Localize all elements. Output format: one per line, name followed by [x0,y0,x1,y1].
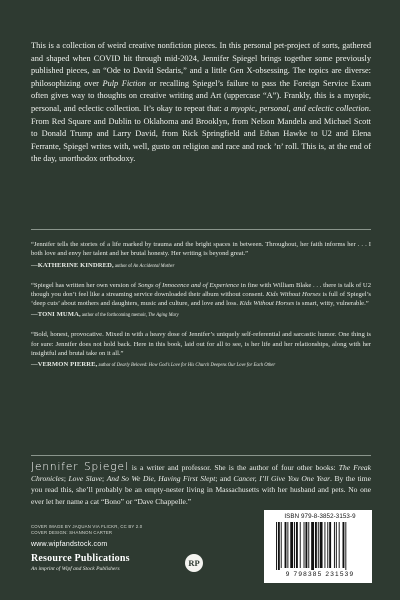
endorsement [31,240,371,271]
author-bio [31,462,371,507]
endorser-book-title: The Aging Mary [148,313,179,319]
publisher-name: Resource Publications [31,553,130,564]
bio-separator: ; and [215,474,234,484]
endorser-desc [81,313,179,318]
blurb-text: or recalling Spiegel’s failure to pass the Foreign Service Exam often gives way to thoughts on creative writing and Art (uppercase “A”). Frankly, this is a myopic, personal, and eclectic collection. It’s okay to repeat that: [31,78,371,113]
endorser-name: —KATHERINE KINDRED, [31,261,114,269]
author-name: Jennifer Spiegel [31,461,129,473]
endorsement-attribution [31,261,371,271]
endorsement-text: “Bold, honest, provocative. Mixed in with a heavy dose of Jennifer’s uniquely self-referential and sarcastic humor. One thing is for sure: Jennifer does not hold back. Here in this book, laid out for all to see, is her life and her relationships, along with her insightful and brutal take on it all.” [31,331,371,358]
book-title: Love Slave [68,474,103,484]
endorsement-part: “Spiegel has written her own version of [31,281,138,289]
endorsement [31,330,371,370]
publisher-website: www.wipfandstock.com [31,541,108,548]
endorsement-text [31,281,371,309]
cover-image-credit: COVER IMAGE BY JAQUAN VIA FLICKR, CC BY 2.0 [31,524,143,529]
endorsement-title: Kids Without Horses [239,300,295,308]
endorser-book-title: Dearly Beloved: How God’s Love for His Church Deepens Our Love for Each Other [116,363,276,369]
book-title: And So We Die, Having First Slept [106,474,216,484]
endorser-name: —VERMON PIERRE, [31,361,98,369]
bio-separator: ; [102,474,107,484]
endorser-desc-text: author of the forthcoming memoir, [80,313,149,319]
endorsement-attribution [31,360,371,370]
publisher-imprint [31,566,120,572]
endorsement-attribution [31,310,371,320]
isbn-barcode [264,510,372,583]
endorser-desc-text: author of [97,363,117,369]
endorsement-part: is full of Spiegel’s ‘deep cuts’ about mothers and daughters, music and culture, and love and loss. [31,290,371,308]
endorsement-text: “Jennifer tells the stories of a life marked by trauma and the bright spaces in between. Throughout, her faith informs her . . . I both love and envy her talent and her brutal honesty. Her writing is beyond great.” [31,241,371,258]
book-title: The Freak Chronicles [31,463,371,484]
blurb-text: . From Red Square and Dublin to Oklahoma and Brooklyn, from Nelson Mandela and Michael Scott to Donald Trump and Larry David, from Rick Springfield and Ethan Hawke to U2 and Elena Ferrante, Spiegel writes with, well, gusto on religion and race and rock ’n’ roll. This is, at the end of the day, unorthodox orthodoxy. [31,103,371,164]
publisher-block [31,553,211,583]
book-title: Cancer, I’ll Give You One Year [233,474,331,484]
cover-design-credit: COVER DESIGN: SHANNON CARTER [31,530,113,535]
bio-text: . By the time you read this, she’ll probably be an empty-nester living in Massachusetts with her husband and pets. No one ever let her name a cat “Bono” or “Dave Chappelle.” [31,474,371,506]
barcode-icon [276,522,364,570]
endorsement-title: Kids Without Horses [265,290,321,298]
endorsements [31,240,371,370]
cover-credits [31,524,181,536]
endorser-desc [97,363,275,368]
blurb-title-pulp-fiction: Pulp Fiction [102,78,146,88]
endorsement-part: in fine with William Blake . . . there is talk of U2 though you don’t feel like a streaming service downloaded their album without consent. [31,281,371,298]
endorser-desc-text: author of [113,263,134,269]
imprint-parent: Wipf and Stock Publishers [61,566,120,572]
divider [31,455,371,456]
blurb-emphasis: a myopic, personal, and eclectic collection [224,103,369,113]
blurb-text: This is a collection of weird creative nonfiction pieces. In this personal pet-project of sorts, gathered and shaped when COVID hit through mid-2024, Jennifer Spiegel brings together some previously published pieces, an “Ode to David Sedaris,” and a little Gen X-obsessing. The topics are diverse: philosophizing over [31,41,371,88]
publisher-logo-icon: RP [185,554,203,572]
bio-separator: ; [63,474,69,484]
endorser-desc [114,264,175,269]
endorsement-part: is smart, witty, vulnerable.” [294,300,369,308]
bio-text: is a writer and professor. She is the author of four other books: [128,463,339,472]
endorser-name: —TONI MUMA, [31,311,81,319]
barcode-number: 9 798385 231539 [285,571,355,578]
endorsement-title: Songs of Innocence and of Experience [137,281,240,289]
divider [31,229,371,230]
endorser-book-title: An Accidental Mother [133,263,175,269]
imprint-text: An imprint of [31,566,62,572]
endorsement [31,281,371,321]
book-description [31,40,371,166]
isbn-label: ISBN 979-8-3852-3153-9 [284,513,356,520]
